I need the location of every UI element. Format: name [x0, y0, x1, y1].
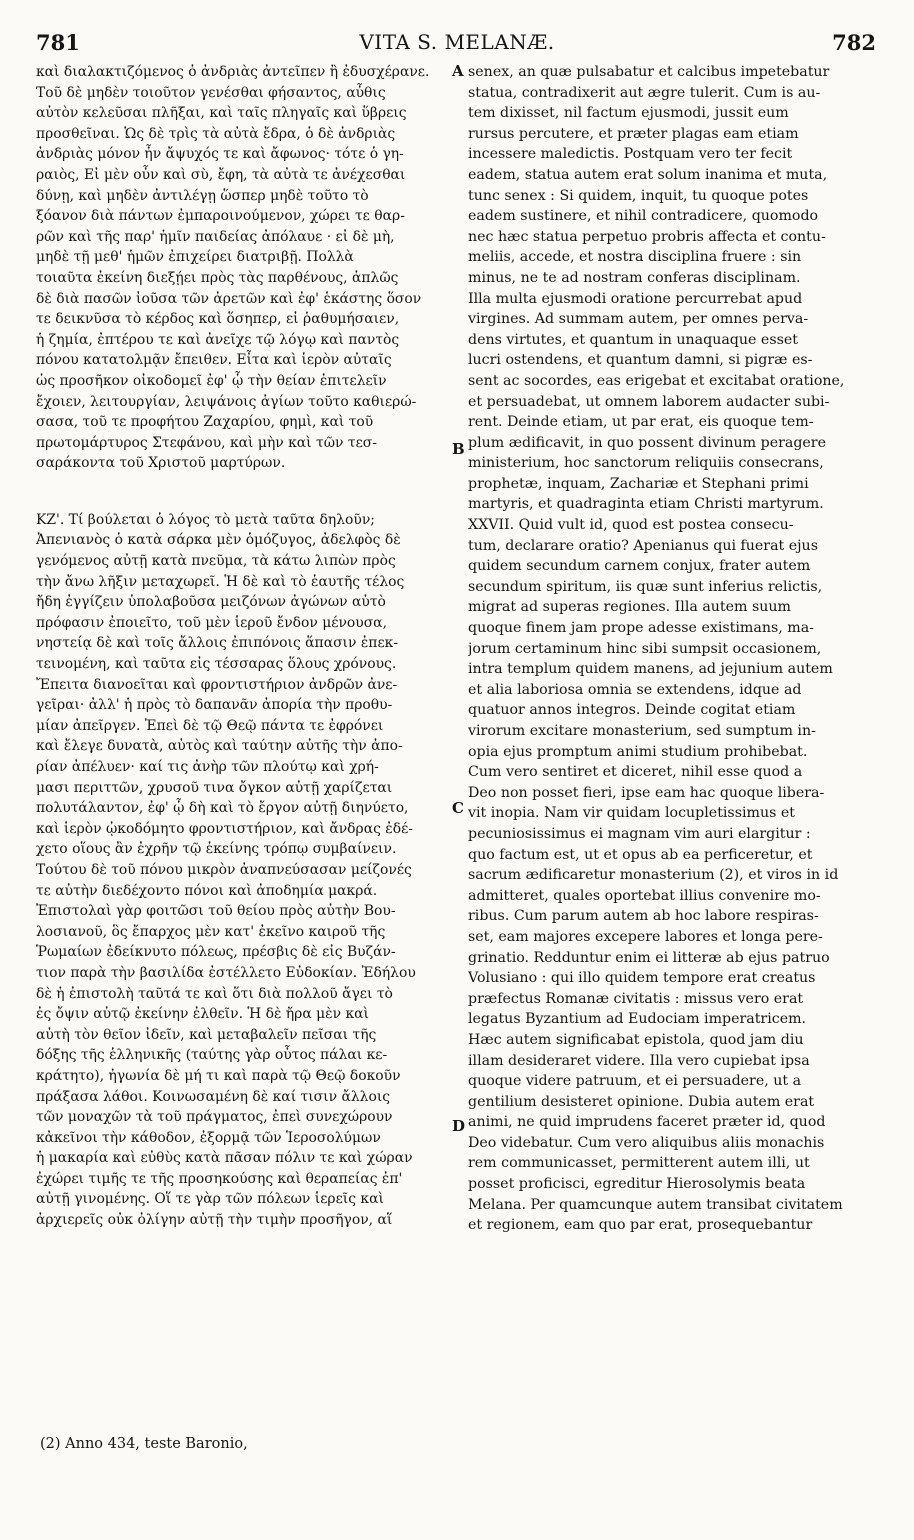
text-line: quoque finem jam prope adesse existimans, ma-	[468, 620, 814, 637]
text-line: Ῥωμαίων ἐδείκνυτο πόλεως, πρέσβις δὲ εἰς Βυζάν-	[36, 944, 396, 961]
text-line: Deo non posset fieri, ipse eam hac quoque libera-	[468, 784, 825, 801]
text-line: tem dixisset, nil factum ejusmodi, jussit eum	[468, 105, 789, 122]
text-line: ἡ ζημία, ἐπτέρου τε καὶ ἀνεῖχε τῷ λόγῳ καὶ παντὸς	[36, 331, 400, 348]
section-marker-d: D	[452, 1117, 466, 1135]
text-line: ἀρχιερεῖς οὐκ ὀλίγην αὐτῇ τὴν τιμὴν προσῆγον, αἵ	[36, 1212, 393, 1229]
page-number-right: 782	[832, 30, 876, 55]
text-line: sacrum ædificaretur monasterium (2), et viros in id	[468, 867, 839, 884]
text-line: Τούτου δὲ τοῦ πόνου μικρὸν ἀναπνεύσασαν μείζονές	[36, 861, 412, 878]
text-line: τε δεικνῦσα τὸ κέρδος καὶ ὅσηπερ, εἰ ῥαθυμήσαιεν,	[36, 311, 400, 328]
text-line: gentilium desisteret opinione. Dubia autem erat	[468, 1093, 815, 1110]
text-line: πρωτομάρτυρος Στεφάνου, καὶ μὴν καὶ τῶν τεσ-	[36, 434, 377, 451]
text-line: ribus. Cum parum autem ab hoc labore respiras-	[468, 908, 819, 925]
text-line: tunc senex : Si quidem, inquit, tu quoque potes	[468, 187, 809, 204]
text-line: καὶ διαλακτιζόμενος ὁ ἀνδριὰς ἀντεῖπεν ἢ ἐδυσχέρανε.	[36, 64, 430, 80]
text-line: προσθεῖναι. Ὡς δὲ τρὶς τὰ αὐτὰ ἔδρα, ὁ δὲ ἀνδριὰς	[36, 125, 396, 142]
text-line: ἐχώρει τιμῆς τε τῆς προσηκούσης καὶ θεραπείας ἐπ'	[36, 1170, 403, 1187]
text-line: opia ejus promptum animi studium prohibebat.	[468, 743, 808, 760]
text-line: Ἀπενιανὸς ὁ κατὰ σάρκα μὲν ὁμόζυγος, ἀδελφὸς δὲ	[36, 532, 401, 549]
text-line: Τοῦ δὲ μηδὲν τοιοῦτον γενέσθαι φήσαντος, αὖθις	[36, 84, 386, 101]
text-line: τοιαῦτα ἐκείνη διεξῄει πρὸς τὰς παρθένους, ἁπλῶς	[36, 269, 399, 286]
text-line: secundum spiritum, iis quæ sunt inferius relictis,	[468, 578, 823, 595]
text-line: ραιὸς, Εἰ μὲν οὖν καὶ σὺ, ἔφη, τὰ αὐτὰ τε ἀνέχεσθαι	[36, 166, 406, 183]
text-line: τῶν μοναχῶν τὰ τοῦ πράγματος, ἐπεὶ συνεχώρουν	[36, 1109, 393, 1126]
text-line: ἡ μακαρία καὶ εὐθὺς κατὰ πᾶσαν πόλιν τε καὶ χώραν	[36, 1150, 413, 1167]
page-header	[0, 30, 914, 60]
text-line: minus, ne te ad nostram conferas disciplinam.	[468, 269, 801, 286]
text-line: ἤδη ἐγγίζειν ὑπολαβοῦσα μειζόνων ἀγώνων αὐτὸ	[36, 594, 386, 611]
text-line: statua, contradixerit aut ægre tulerit. Cum is au-	[468, 84, 821, 101]
text-line: αὐτῇ γινομένης. Οἵ τε γὰρ τῶν πόλεων ἱερεῖς καὶ	[36, 1191, 384, 1208]
text-line: pecuniosissimus ei magnam vim auri elargitur :	[468, 825, 811, 842]
text-line: martyris, et quadraginta etiam Christi martyrum.	[468, 496, 824, 513]
text-line: set, eam majores excepere labores et longa pere-	[468, 928, 823, 945]
text-line: γεῖραι· ἀλλ' ἡ πρὸς τὸ δαπανᾶν ἀπορία τὴν προθυ-	[36, 697, 393, 714]
text-line: et persuadebat, ut omnem laborem audacter subi-	[468, 393, 830, 410]
text-line: πολυτάλαντον, ἐφ' ᾧ δὴ καὶ τὸ ἔργον αὐτῇ διηνύετο,	[36, 800, 409, 817]
text-line: γενόμενος αὐτῇ κατὰ πνεῦμα, τὰ κάτω λιπὼν πρὸς	[36, 553, 396, 570]
text-line: jorum certaminum hinc sibi sumpsit occasionem,	[468, 640, 822, 657]
text-line: eadem, statua autem erat solum inanima et muta,	[468, 166, 828, 183]
text-line: Volusiano : qui illo quidem tempore erat creatus	[468, 970, 816, 987]
text-line: vit inopia. Nam vir quidam locupletissimus et	[468, 805, 796, 822]
text-line: δύνῃ, καὶ μηδὲν ἀντιλέγῃ ὥσπερ μηδὲ τοῦτο τὸ	[36, 187, 369, 204]
text-line: ὡς προσῆκον οἰκοδομεῖ ἐφ' ᾧ τὴν θείαν ἐπιτελεῖν	[36, 372, 387, 389]
text-line: admitteret, quales oportebat illius convenire mo-	[468, 887, 821, 904]
text-line: ἀνδριὰς μόνον ἦν ἄψυχός τε καὶ ἄφωνος· τότε ὁ γη-	[36, 146, 404, 163]
text-line: αὐτὸν κελεῦσαι πλῆξαι, καὶ ταῖς πληγαῖς καὶ ὕβρεις	[36, 105, 407, 122]
text-line: δόξης τῆς ἑλληνικῆς (ταύτης γὰρ οὗτος πάλαι κε-	[36, 1047, 388, 1064]
text-line: nec hæc statua perpetuo probris affecta et contu-	[468, 228, 826, 245]
text-line: quo factum est, ut et opus ab ea perficeretur, et	[468, 846, 813, 863]
running-title: VITA S. MELANÆ.	[359, 30, 555, 54]
text-line: incessere maledictis. Postquam vero ter fecit	[468, 146, 793, 163]
text-line: dens virtutes, et quantum in unaquaque esset	[468, 331, 798, 348]
text-line: quoque videre patruum, et ei persuadere, ut a	[468, 1073, 802, 1090]
text-line: τε αὐτὴν διεδέχοντο πόνοι καὶ ἀποδημία μακρά.	[36, 882, 378, 899]
text-line: tum, declarare oratio? Apenianus qui fuerat ejus	[468, 537, 818, 554]
text-line: κἀκεῖνοι τὴν κάθοδον, ἐξορμᾷ τῶν Ἱεροσολύμων	[36, 1129, 381, 1146]
text-line: rent. Deinde etiam, ut par erat, eis quoque tem-	[468, 414, 814, 431]
text-line: animi, ne quid imprudens faceret præter id, quod	[468, 1114, 826, 1131]
text-line: πρόφασιν ἐποιεῖτο, τοῦ μὲν ἱεροῦ ἔνδον μένουσα,	[36, 614, 387, 631]
text-line: Hæc autem significabat epistola, quod jam diu	[468, 1031, 804, 1048]
section-marker-b: B	[452, 440, 465, 458]
text-line: νηστείᾳ δὲ καὶ τοῖς ἄλλοις ἐπιπόνοις ἅπασιν ἐπεκ-	[36, 635, 399, 652]
text-line: eadem sustinere, et nihil contradicere, quomodo	[468, 208, 819, 225]
text-line: illam desideraret videre. Illa vero cupiebat ipsa	[468, 1052, 810, 1069]
section-marker-c: C	[452, 799, 464, 817]
section-gap	[36, 474, 446, 510]
text-line: σαράκοντα τοῦ Χριστοῦ μαρτύρων.	[36, 455, 286, 472]
text-line: δὲ διὰ πασῶν ἰοῦσα τῶν ἀρετῶν καὶ ἐφ' ἑκάστης ὅσον	[36, 290, 422, 307]
text-line: ἐς ὄψιν αὐτῷ ἐκείνην ἐλθεῖν. Ἡ δὲ ἤρα μὲν καὶ	[36, 1006, 369, 1023]
text-line: πόνου κατατολμᾷν ἔπειθεν. Εἶτα καὶ ἱερὸν αὐταῖς	[36, 352, 392, 369]
text-line: quatuor annos integros. Deinde cogitat etiam	[468, 702, 796, 719]
text-line: prophetæ, inquam, Zachariæ et Stephani primi	[468, 475, 809, 492]
section-marker-a: A	[452, 62, 464, 80]
text-line: et alia laboriosa omnia se extendens, idque ad	[468, 681, 802, 698]
text-line: præfectus Romanæ civitatis : missus vero erat	[468, 990, 804, 1007]
text-line: πράξασα λάθοι. Κοινωσαμένη δὲ καί τισιν ἄλλοις	[36, 1088, 391, 1105]
text-line: καὶ ἱερὸν ᾠκοδόμητο φροντιστήριον, καὶ ἄνδρας ἐδέ-	[36, 820, 413, 837]
text-line: quidem secundum carnem conjux, frater autem	[468, 558, 811, 575]
text-line: ρίαν ἀπέλυεν· καί τις ἀνὴρ τῶν πλούτῳ καὶ χρή-	[36, 759, 379, 775]
text-line: Cum vero sentiret et diceret, nihil esse quod a	[468, 764, 803, 781]
text-line: virgines. Ad summam autem, per omnes perva-	[468, 311, 809, 328]
text-line: ρῶν καὶ τῆς παρ' ἡμῖν παιδείας ἀπόλαυε · εἰ δὲ μὴ,	[36, 228, 395, 245]
text-line: et regionem, eam quo par erat, prosequebantur	[468, 1217, 813, 1234]
text-line: senex, an quæ pulsabatur et calcibus impetebatur	[468, 64, 830, 80]
text-line: intra templum quidem manens, ad jejunium autem	[468, 661, 833, 678]
text-line: λοσιανοῦ, ὃς ἔπαρχος μὲν κατ' ἐκεῖνο καιροῦ τῆς	[36, 923, 386, 940]
footnote: (2) Anno 434, teste Baronio,	[40, 1436, 248, 1452]
text-line: τιον παρὰ τὴν βασιλίδα ἐστέλλετο Εὐδοκίαν. Ἐδήλου	[36, 964, 416, 981]
text-line: ἔχοιεν, λειτουργίαν, λειψάνοις ἁγίων τοῦτο καθιερώ-	[36, 393, 417, 410]
text-line: τὴν ἄνω λῆξιν μεταχωρεῖ. Ἡ δὲ καὶ τὸ ἑαυτῆς τέλος	[36, 573, 405, 590]
text-line: κράτητο), ἠγωνία δὲ μή τι καὶ παρὰ τῷ Θεῷ δοκοῦν	[36, 1067, 401, 1084]
text-line: legatus Byzantium ad Eudociam imperatricem.	[468, 1011, 807, 1028]
text-line: χετο οἵους ἂν ἐχρῆν τῷ ἐκείνης τρόπῳ συμβαίνειν.	[36, 841, 397, 858]
text-line: XXVII. Quid vult id, quod est postea consecu-	[468, 517, 794, 534]
text-line: μηδὲ τῇ μεθ' ἡμῶν ἐπιχείρει διατριβῇ. Πολλὰ	[36, 249, 354, 266]
text-line: plum ædificavit, in quo possent divinum peragere	[468, 434, 826, 451]
text-line: Ἔπειτα διανοεῖται καὶ φροντιστήριον ἀνδρῶν ἀνε-	[36, 676, 398, 693]
text-line: meliis, accede, et nostra disciplina fruere : sin	[468, 249, 802, 266]
text-line: δὲ ἡ ἐπιστολὴ ταῦτά τε καὶ ὅτι διὰ πολλοῦ ἄγει τὸ	[36, 985, 393, 1002]
text-line: μασι περιττῶν, χρυσοῦ τινα ὄγκον αὐτῇ χαρίζεται	[36, 779, 393, 796]
latin-text-column	[468, 62, 876, 1236]
text-line: rem communicasset, permitterent autem illi, ut	[468, 1155, 810, 1172]
text-line: ministerium, hoc sanctorum reliquiis consecrans,	[468, 455, 824, 472]
text-line: sent ac socordes, eas erigebat et excitabat oratione,	[468, 372, 845, 389]
text-line: virorum excitare monasterium, sed sumptum in-	[468, 723, 816, 739]
text-line: σασα, τοῦ τε προφήτου Ζαχαρίου, φημὶ, καὶ τοῦ	[36, 414, 374, 431]
text-line: Deo videbatur. Cum vero aliquibus aliis monachis	[468, 1134, 825, 1151]
text-line: Illa multa ejusmodi oratione percurrebat apud	[468, 290, 803, 307]
text-line: ξόανον διὰ πάντων ἐμπαροινούμενον, χώρει τε θαρ-	[36, 208, 405, 225]
text-line: rursus percutere, et præter plagas eam etiam	[468, 125, 799, 142]
text-line: Melana. Per quamcunque autem transibat civitatem	[468, 1196, 843, 1213]
text-line: μίαν ἀπεῖργεν. Ἐπεὶ δὲ τῷ Θεῷ πάντα τε ἐφρόνει	[36, 717, 384, 734]
page-number-left: 781	[36, 30, 80, 55]
text-line: τεινομένη, καὶ ταῦτα εἰς τέσσαρας ὅλους χρόνους.	[36, 656, 397, 673]
text-line: grinatio. Redduntur enim ei litteræ ab ejus patruo	[468, 949, 830, 966]
text-line: Ἐπιστολαὶ γὰρ φοιτῶσι τοῦ θείου πρὸς αὐτὴν Βου-	[36, 903, 396, 920]
greek-text-column	[36, 62, 446, 1231]
text-line: migrat ad superas regiones. Illa autem suum	[468, 599, 791, 616]
text-line: αὐτὴ τὸν θεῖον ἰδεῖν, καὶ μεταβαλεῖν πεῖσαι τῆς	[36, 1026, 377, 1043]
text-line: posset proficisci, egreditur Hierosolymis beata	[468, 1176, 806, 1193]
text-line: καὶ ἔλεγε δυνατὰ, αὐτὸς καὶ ταύτην αὐτῆς τὴν ἀπο-	[36, 738, 403, 755]
text-line: ΚΖ'. Τί βούλεται ὁ λόγος τὸ μετὰ ταῦτα δηλοῦν;	[36, 511, 375, 528]
text-line: lucri ostendens, et quantum damni, si pigræ es-	[468, 352, 813, 369]
